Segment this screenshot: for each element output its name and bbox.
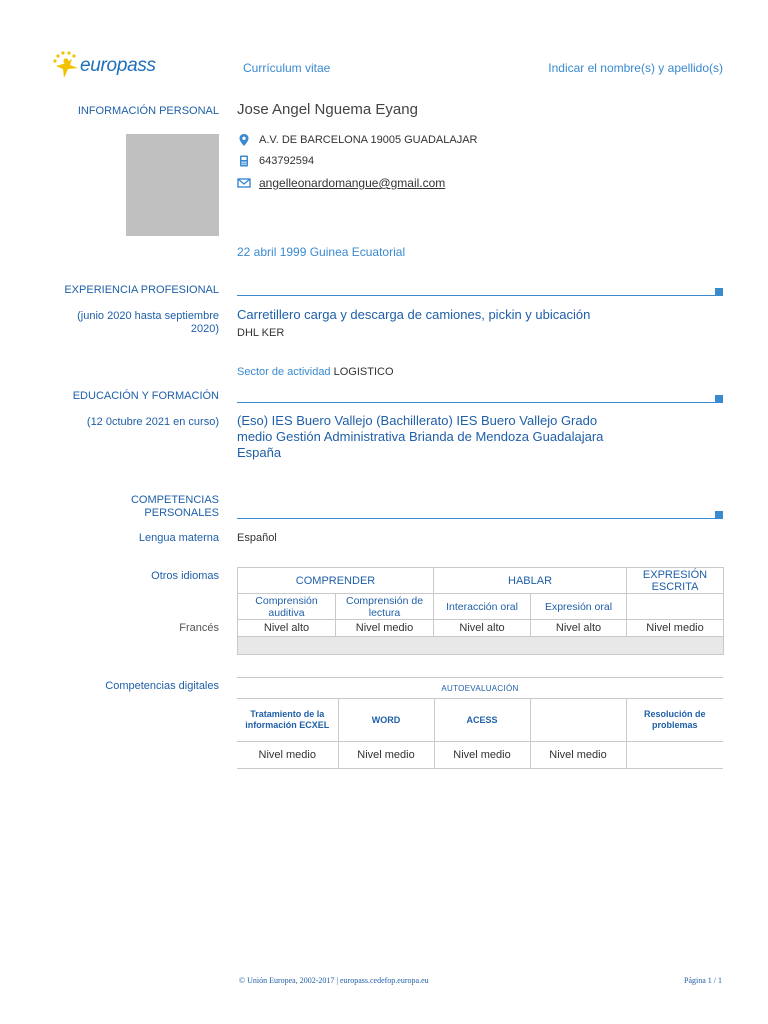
education-description: (Eso) IES Buero Vallejo (Bachillerato) IES Buero Vallejo Grado medio Gestión Administrativa Brianda de Mendoza Guadalajara España xyxy=(237,413,604,460)
sector-label: Sector de actividad xyxy=(237,366,331,378)
address-text: A.V. DE BARCELONA 19005 GUADALAJAR xyxy=(259,134,478,146)
full-name: Jose Angel Nguema Eyang xyxy=(237,101,418,118)
location-pin-icon xyxy=(237,133,251,147)
subheader-interaccion-oral: Interacción oral xyxy=(434,594,531,620)
digital-header-empty xyxy=(530,699,626,742)
subheader-comprension-lectura: Comprensión de lectura xyxy=(336,594,434,620)
experience-divider-square xyxy=(715,288,723,296)
table-cell: Nivel medio xyxy=(338,742,434,769)
europass-logo xyxy=(52,50,162,84)
digital-competences-label: Competencias digitales xyxy=(105,680,219,692)
section-label-experience: EXPERIENCIA PROFESIONAL xyxy=(64,284,219,296)
table-cell: Nivel medio xyxy=(237,742,338,769)
europass-logo-text: europass xyxy=(80,55,156,76)
email-envelope-icon xyxy=(237,176,251,190)
email-row xyxy=(237,176,445,190)
table-cell: Nivel medio xyxy=(434,742,530,769)
document-title: Currículum vitae xyxy=(243,61,331,75)
subheader-empty xyxy=(627,594,724,620)
education-divider-square xyxy=(715,395,723,403)
header-hablar: HABLAR xyxy=(434,568,627,594)
digital-header-resolucion: Resolución de problemas xyxy=(626,699,723,742)
autoevaluacion-header: AUTOEVALUACIÓN xyxy=(237,678,723,699)
mother-tongue-value: Español xyxy=(237,532,277,544)
language-table-header-row xyxy=(238,568,724,594)
autoevaluacion-row xyxy=(237,678,723,699)
language-name: Francés xyxy=(179,622,219,634)
digital-competences-table xyxy=(237,677,723,769)
section-label-personal: INFORMACIÓN PERSONAL xyxy=(77,105,219,117)
competences-divider xyxy=(237,518,715,519)
footer-page-number: Página 1 / 1 xyxy=(684,976,722,985)
language-values-row xyxy=(238,620,724,637)
experience-employer: DHL KER xyxy=(237,327,285,339)
language-table-subheader-row xyxy=(238,594,724,620)
phone-row xyxy=(237,154,314,168)
experience-dates: (junio 2020 hasta septiembre 2020) xyxy=(77,310,219,335)
education-dates: (12 0ctubre 2021 en curso) xyxy=(86,416,219,428)
table-cell: Nivel alto xyxy=(531,620,627,637)
digital-header-tratamiento: Tratamiento de la información ECXEL xyxy=(237,699,338,742)
europass-star-figure-icon xyxy=(52,50,82,82)
education-divider xyxy=(237,402,715,403)
section-label-competences: COMPETENCIAS PERSONALES xyxy=(130,494,219,519)
section-label-education: EDUCACIÓN Y FORMACIÓN xyxy=(72,390,219,402)
digital-values-row xyxy=(237,742,723,769)
photo-placeholder xyxy=(126,134,219,236)
competences-divider-square xyxy=(715,511,723,519)
table-cell: Nivel medio xyxy=(627,620,724,637)
phone-text: 643792594 xyxy=(259,155,315,167)
footer-copyright: © Unión Europea, 2002-2017 | europass.cedefop.europa.eu xyxy=(239,976,429,985)
table-cell: Nivel alto xyxy=(238,620,336,637)
language-certificate-row xyxy=(238,637,724,655)
birth-info: 22 abril 1999 Guinea Ecuatorial xyxy=(237,245,406,259)
phone-icon xyxy=(237,154,251,168)
header-expresion-escrita: EXPRESIÓN ESCRITA xyxy=(627,568,724,594)
experience-sector xyxy=(237,366,394,378)
table-cell: Nivel medio xyxy=(336,620,434,637)
digital-header-row xyxy=(237,699,723,742)
subheader-expresion-oral: Expresión oral xyxy=(531,594,627,620)
header-comprender: COMPRENDER xyxy=(238,568,434,594)
email-link[interactable]: angelleonardomangue@gmail.com xyxy=(259,176,446,190)
name-hint: Indicar el nombre(s) y apellido(s) xyxy=(548,61,723,75)
digital-header-acess: ACESS xyxy=(434,699,530,742)
other-languages-label: Otros idiomas xyxy=(151,570,219,582)
experience-divider xyxy=(237,295,715,296)
table-cell xyxy=(626,742,723,769)
sector-value: LOGISTICO xyxy=(333,366,394,378)
table-cell: Nivel medio xyxy=(530,742,626,769)
subheader-comprension-auditiva: Comprensión auditiva xyxy=(238,594,336,620)
table-cell: Nivel alto xyxy=(434,620,531,637)
experience-title: Carretillero carga y descarga de camiones, pickin y ubicación xyxy=(237,307,591,322)
table-cell-empty xyxy=(238,637,724,655)
address-row xyxy=(237,133,477,147)
digital-header-word: WORD xyxy=(338,699,434,742)
mother-tongue-label: Lengua materna xyxy=(138,532,219,544)
language-table xyxy=(237,567,724,655)
